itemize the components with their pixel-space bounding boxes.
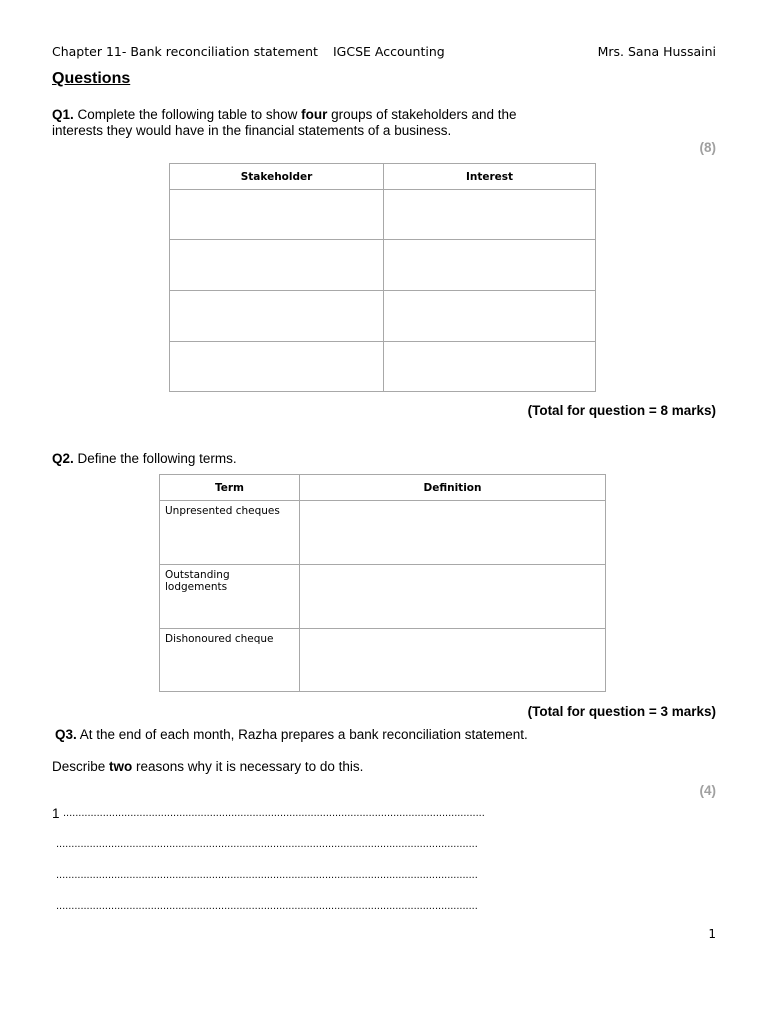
q3-answer-line[interactable]: .......................................................................................................................................... <box>56 838 478 850</box>
q3-instruction-bold: two <box>109 759 133 774</box>
q1-text-line2: interests they would have in the financial statements of a business. <box>52 123 452 138</box>
page-title: Questions <box>52 70 131 87</box>
table-row <box>170 291 596 342</box>
q1-text-after: groups of stakeholders and the <box>327 107 517 122</box>
q1-cell-interest[interactable] <box>384 240 596 291</box>
q3-instruction-after: reasons why it is necessary to do this. <box>132 759 364 774</box>
q2-header-definition: Definition <box>300 475 606 501</box>
q2-prompt <box>52 451 237 467</box>
q2-terms-table <box>159 474 606 692</box>
q2-total: (Total for question = 3 marks) <box>527 704 716 719</box>
q3-number: Q3. <box>55 727 77 742</box>
table-row <box>170 342 596 392</box>
q3-prompt <box>55 727 528 743</box>
q2-text: Define the following terms. <box>73 451 237 466</box>
table-row <box>170 190 596 240</box>
q3-text: At the end of each month, Razha prepares a bank reconciliation statement. <box>76 727 528 742</box>
q1-total: (Total for question = 8 marks) <box>527 403 716 418</box>
q1-number: Q1. <box>52 107 74 122</box>
q1-marks: (8) <box>699 140 716 155</box>
q1-cell-interest[interactable] <box>384 190 596 240</box>
q3-answer-label: 1 <box>52 806 60 821</box>
q3-instruction-before: Describe <box>52 759 110 774</box>
q3-instruction <box>52 759 363 775</box>
q1-cell-interest[interactable] <box>384 291 596 342</box>
header-subject: IGCSE Accounting <box>333 44 445 59</box>
page-number: 1 <box>708 927 716 941</box>
table-row <box>160 629 606 692</box>
q2-header-term: Term <box>160 475 300 501</box>
q2-term-cell: Dishonoured cheque <box>160 629 300 692</box>
q3-marks: (4) <box>699 783 716 798</box>
q1-cell-stakeholder[interactable] <box>170 291 384 342</box>
q2-definition-cell[interactable] <box>300 629 606 692</box>
q1-cell-stakeholder[interactable] <box>170 240 384 291</box>
q2-definition-cell[interactable] <box>300 565 606 629</box>
q3-answer-line[interactable]: .......................................................................................................................................... <box>63 807 485 819</box>
table-row <box>170 240 596 291</box>
q1-header-interest: Interest <box>384 164 596 190</box>
q2-term-cell: Unpresented cheques <box>160 501 300 565</box>
table-row <box>160 565 606 629</box>
q1-cell-stakeholder[interactable] <box>170 342 384 392</box>
q1-text-before: Complete the following table to show <box>73 107 302 122</box>
header-teacher: Mrs. Sana Hussaini <box>597 44 716 59</box>
q2-term-cell: Outstanding lodgements <box>160 565 300 629</box>
table-row <box>160 501 606 565</box>
q3-answer-line[interactable]: .......................................................................................................................................... <box>56 900 478 912</box>
q1-header-stakeholder: Stakeholder <box>170 164 384 190</box>
q1-cell-interest[interactable] <box>384 342 596 392</box>
q1-bold-word: four <box>301 107 328 122</box>
q1-stakeholder-table <box>169 163 596 392</box>
header-chapter: Chapter 11- Bank reconciliation statement <box>52 44 318 59</box>
q3-answer-line[interactable]: .......................................................................................................................................... <box>56 869 478 881</box>
q1-cell-stakeholder[interactable] <box>170 190 384 240</box>
q2-definition-cell[interactable] <box>300 501 606 565</box>
q2-number: Q2. <box>52 451 74 466</box>
q1-prompt <box>52 107 612 139</box>
